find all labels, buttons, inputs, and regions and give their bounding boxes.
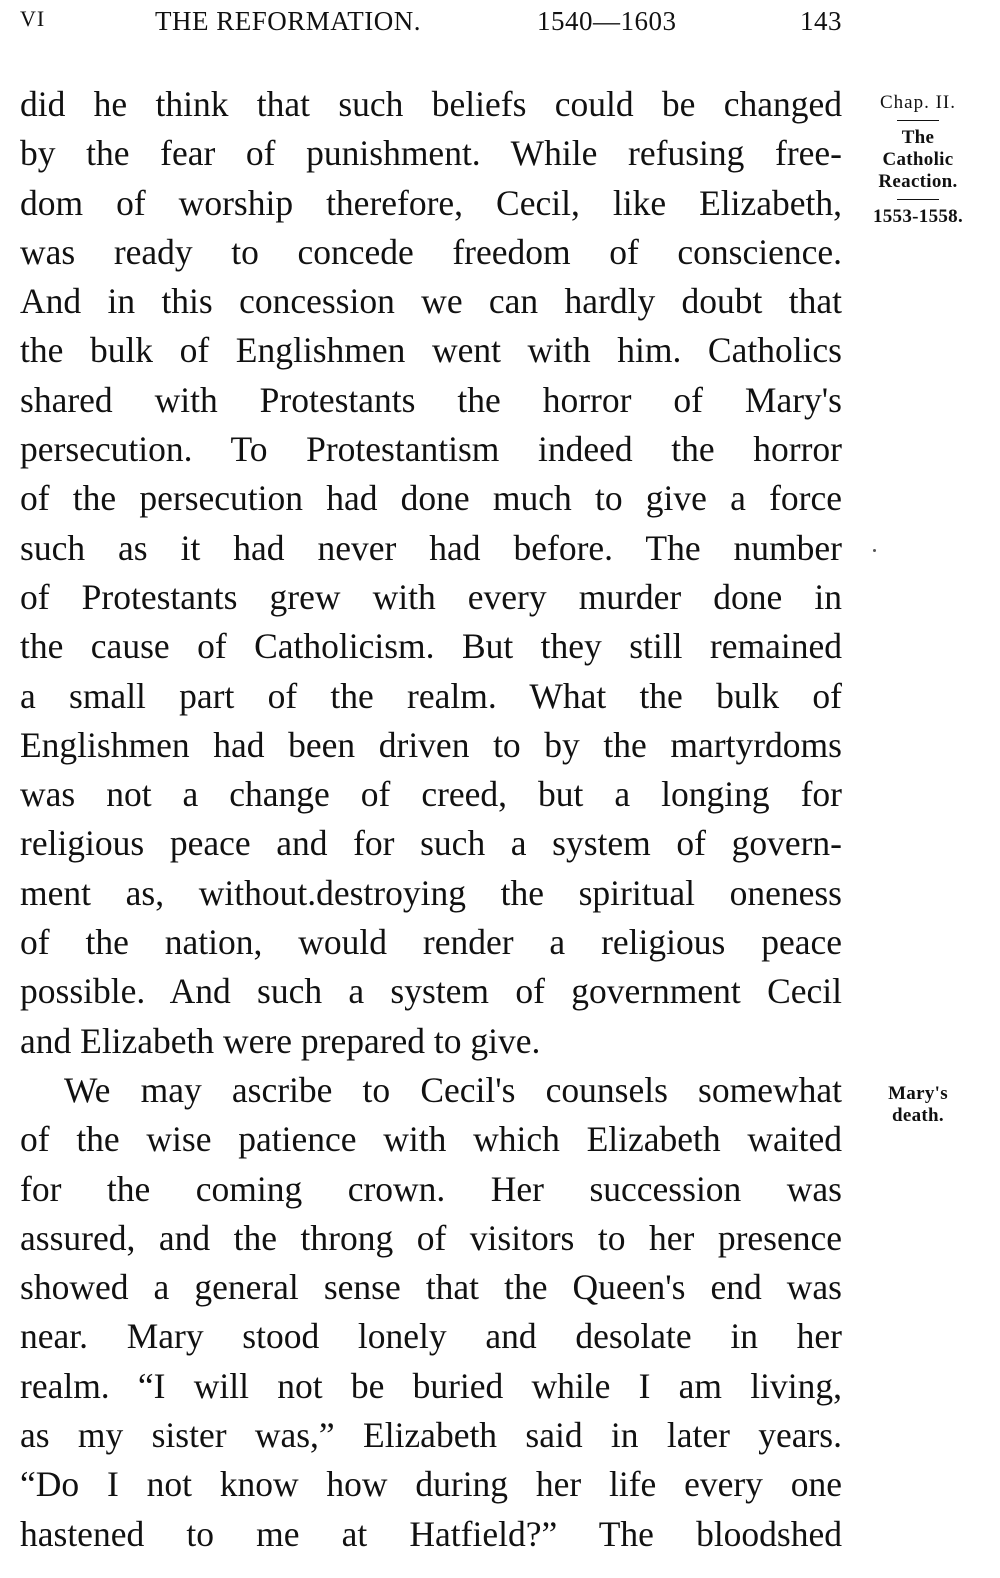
text-line: the bulk of Englishmen went with him. Catholics bbox=[20, 330, 842, 371]
text-line: persecution. To Protestantism indeed the horror bbox=[20, 429, 842, 470]
text-line: Englishmen had been driven to by the martyrdoms bbox=[20, 724, 842, 765]
text-line: for the coming crown. Her succession was bbox=[20, 1168, 842, 1209]
sidenote-line: Mary's bbox=[888, 1083, 948, 1104]
text-line: did he think that such beliefs could be changed bbox=[20, 84, 842, 124]
paragraph-1 bbox=[20, 80, 842, 1066]
text-line: shared with Protestants the horror of Mary's bbox=[20, 379, 842, 420]
text-line: as my sister was,” Elizabeth said in later years. bbox=[20, 1415, 842, 1456]
text-line: near. Mary stood lonely and desolate in her bbox=[20, 1316, 842, 1357]
text-line: ment as, without.destroying the spiritual oneness bbox=[20, 872, 842, 913]
text-line: by the fear of punishment. While refusing free- bbox=[20, 133, 842, 174]
text-line: of the wise patience with which Elizabeth waited bbox=[20, 1119, 842, 1160]
text-line: And in this concession we can hardly doubt that bbox=[20, 281, 842, 322]
divider bbox=[897, 199, 939, 200]
text-line: the cause of Catholicism. But they still remained bbox=[20, 626, 842, 667]
sidenote-chapter bbox=[848, 92, 988, 228]
running-header bbox=[20, 6, 842, 40]
text-line: We may ascribe to Cecil's counsels somewhat bbox=[64, 1069, 842, 1110]
stray-mark bbox=[873, 549, 876, 552]
text-line: of Protestants grew with every murder done in bbox=[20, 576, 842, 617]
running-dates: 1540—1603 bbox=[537, 6, 677, 36]
body-text bbox=[20, 80, 842, 1559]
text-line: a small part of the realm. What the bulk of bbox=[20, 675, 842, 716]
sidenote-years: 1553-1558. bbox=[872, 206, 964, 227]
chapter-label: Chap. II. bbox=[879, 92, 956, 113]
text-line: realm. “I will not be buried while I am living, bbox=[20, 1365, 842, 1406]
divider bbox=[897, 120, 939, 121]
subject-line: Catholic bbox=[882, 149, 954, 170]
text-line: dom of worship therefore, Cecil, like Elizabeth, bbox=[20, 182, 842, 223]
text-line: of the persecution had done much to give a force bbox=[20, 478, 842, 519]
text-line: showed a general sense that the Queen's end was bbox=[20, 1267, 842, 1308]
text-line: and Elizabeth were prepared to give. bbox=[20, 1020, 541, 1061]
paragraph-2 bbox=[20, 1066, 842, 1559]
subject-line: Reaction. bbox=[878, 171, 958, 192]
text-line: religious peace and for such a system of govern- bbox=[20, 823, 842, 864]
section-numeral: VI bbox=[20, 6, 46, 31]
text-line: hastened to me at Hatfield?” The bloodshed bbox=[20, 1513, 842, 1554]
page-number: 143 bbox=[800, 6, 842, 36]
text-line: “Do I not know how during her life every one bbox=[20, 1464, 842, 1505]
text-line: was not a change of creed, but a longing for bbox=[20, 774, 842, 815]
text-line: possible. And such a system of government Cecil bbox=[20, 971, 842, 1012]
sidenote-marys-death bbox=[848, 1083, 988, 1127]
text-line: assured, and the throng of visitors to her presence bbox=[20, 1217, 842, 1258]
text-line: such as it had never had before. The number bbox=[20, 527, 842, 568]
sidenote-line: death. bbox=[892, 1105, 944, 1126]
running-title: THE REFORMATION. bbox=[155, 6, 422, 36]
subject-line: The bbox=[901, 127, 935, 148]
text-line: of the nation, would render a religious peace bbox=[20, 922, 842, 963]
text-line: was ready to concede freedom of conscience. bbox=[20, 231, 842, 272]
